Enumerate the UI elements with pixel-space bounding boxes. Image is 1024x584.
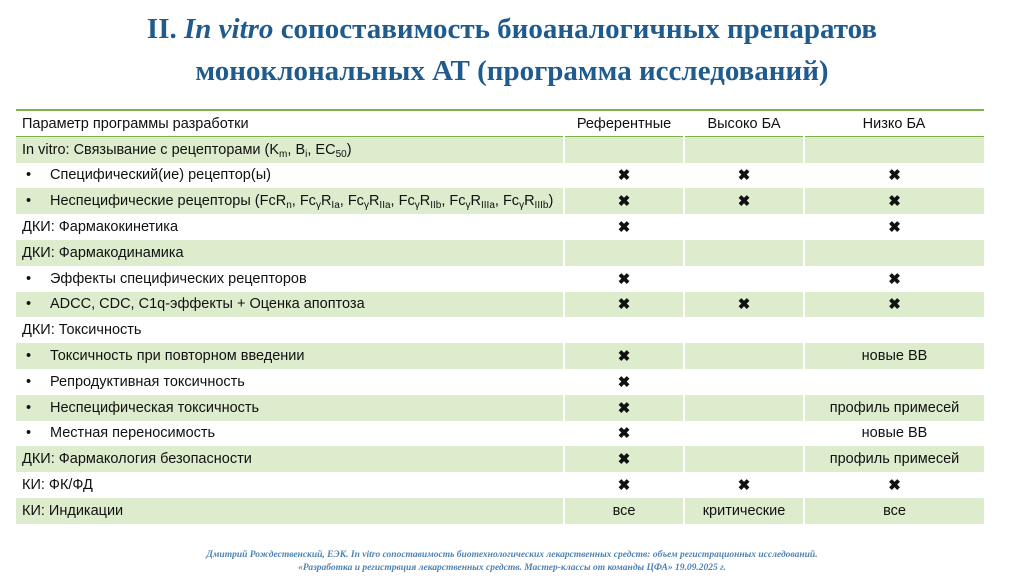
cell-reference: [564, 369, 684, 395]
row-label: Репродуктивная токсичность: [50, 373, 245, 390]
table-row: [16, 214, 984, 240]
cell-low-ba: [804, 317, 984, 343]
cell-low-ba: [804, 163, 984, 189]
row-parameter: [16, 292, 564, 318]
footer-line-2: «Разработка и регистрвция лекарственных средств. Мастер-классы от команды ЦФА» 19.09.2025 г.: [298, 563, 726, 573]
label-part: R: [470, 193, 481, 210]
table-row: [16, 421, 984, 447]
table-row: [16, 292, 984, 318]
label-subscript: IIb: [430, 200, 442, 212]
cell-reference: [564, 214, 684, 240]
table-row: [16, 446, 984, 472]
header-high-ba: Высоко БА: [684, 111, 804, 137]
cross-mark-icon: ✖: [617, 296, 631, 314]
cell-high-ba: [684, 292, 804, 318]
cell-reference: [564, 343, 684, 369]
table-row: [16, 163, 984, 189]
header-parameter: Параметр программы разработки: [16, 111, 564, 137]
table-header-row: [16, 111, 984, 137]
cross-mark-icon: ✖: [888, 193, 901, 211]
cross-mark-icon: ✖: [617, 219, 631, 237]
cross-mark-icon: ✖: [617, 399, 631, 417]
label-subscript: γ: [315, 200, 321, 212]
cross-mark-icon: ✖: [888, 296, 901, 314]
cell-low-ba: [804, 292, 984, 318]
cell-high-ba: [684, 266, 804, 292]
cell-reference: [564, 137, 684, 163]
cross-mark-icon: ✖: [888, 477, 901, 495]
bullet-icon: •: [26, 296, 32, 313]
row-label: ДКИ: Токсичность: [22, 322, 142, 339]
cross-mark-icon: ✖: [617, 373, 631, 391]
cell-reference: [564, 317, 684, 343]
cell-high-ba: [684, 498, 804, 524]
label-subscript: IIIb: [534, 200, 549, 212]
cell-high-ba: [684, 214, 804, 240]
cross-mark-icon: ✖: [617, 451, 631, 469]
bullet-icon: •: [26, 425, 32, 442]
cell-low-ba: [804, 446, 984, 472]
row-parameter: [16, 369, 564, 395]
label-part: R: [524, 193, 535, 210]
label-part: R: [368, 193, 380, 210]
header-low-ba: Низко БА: [804, 111, 984, 137]
cell-high-ba: [684, 317, 804, 343]
row-label: ДКИ: Фармакодинамика: [22, 244, 184, 261]
bullet-icon: •: [26, 399, 32, 416]
label-subscript: IIa: [379, 200, 391, 212]
row-label: ADCC, CDC, C1q-эффекты + Оценка апоптоза: [50, 296, 365, 313]
label-part: In vitro: Связывание с рецепторами (K: [22, 141, 280, 158]
row-label: Неспецифическая токсичность: [50, 399, 260, 416]
cell-value: новые ВВ: [861, 425, 928, 442]
row-parameter: [16, 472, 564, 498]
cross-mark-icon: ✖: [737, 477, 751, 495]
row-parameter: [16, 421, 564, 447]
bullet-icon: •: [26, 373, 32, 390]
cell-low-ba: [804, 498, 984, 524]
row-parameter: [16, 240, 564, 266]
cross-mark-icon: ✖: [737, 167, 751, 185]
cell-high-ba: [684, 188, 804, 214]
cell-low-ba: [804, 369, 984, 395]
label-subscript: γ: [414, 200, 420, 212]
cell-high-ba: [684, 369, 804, 395]
cell-low-ba: [804, 137, 984, 163]
title-line-2: моноклональных АТ (программа исследований): [195, 55, 829, 87]
bullet-icon: •: [26, 270, 32, 287]
title-italic: In vitro: [184, 13, 274, 45]
row-parameter: [16, 446, 564, 472]
cell-high-ba: [684, 343, 804, 369]
label-subscript: γ: [363, 200, 369, 212]
cell-high-ba: [684, 240, 804, 266]
cell-low-ba: [804, 214, 984, 240]
label-part: , Fc: [291, 193, 316, 210]
cell-reference: [564, 240, 684, 266]
cross-mark-icon: ✖: [617, 167, 631, 185]
table-row: [16, 317, 984, 343]
cell-reference: [564, 446, 684, 472]
table-row: [16, 266, 984, 292]
cell-value: критические: [702, 502, 786, 519]
row-parameter: [16, 214, 564, 240]
cross-mark-icon: ✖: [888, 270, 901, 288]
cell-low-ba: [804, 472, 984, 498]
label-part: R: [320, 193, 332, 210]
bullet-icon: •: [26, 167, 32, 184]
cell-reference: [564, 421, 684, 447]
cell-reference: [564, 163, 684, 189]
table-row: [16, 472, 984, 498]
label-subscript: γ: [465, 200, 471, 212]
table-row: [16, 343, 984, 369]
title-prefix: II.: [146, 13, 184, 45]
label-part: , Fc: [494, 193, 520, 210]
cross-mark-icon: ✖: [617, 270, 631, 288]
cell-value: профиль примесей: [829, 399, 960, 416]
row-parameter: [16, 498, 564, 524]
table-row: [16, 188, 984, 214]
cell-high-ba: [684, 421, 804, 447]
label-part: , B: [287, 141, 306, 158]
cell-value: все: [883, 502, 906, 519]
table-row: [16, 240, 984, 266]
label-subscript: n: [286, 200, 292, 212]
row-parameter: [16, 137, 564, 163]
cell-low-ba: [804, 188, 984, 214]
cross-mark-icon: ✖: [737, 193, 751, 211]
label-subscript: γ: [519, 200, 525, 212]
row-label: Токсичность при повторном введении: [50, 348, 305, 365]
cell-reference: [564, 395, 684, 421]
footer-line-1: Дмитрий Рождественский, ЕЭК. In vitro сопоставимость биотехнологических лекарственных средств: объем регистрационных исследований.: [206, 550, 818, 560]
cross-mark-icon: ✖: [617, 477, 631, 495]
label-subscript: m: [279, 148, 288, 160]
label-part: ): [548, 193, 554, 210]
row-parameter: [16, 266, 564, 292]
cross-mark-icon: ✖: [888, 167, 901, 185]
cell-high-ba: [684, 163, 804, 189]
cell-high-ba: [684, 472, 804, 498]
study-program-table: [16, 111, 984, 524]
bullet-icon: •: [26, 348, 32, 365]
row-parameter: [16, 395, 564, 421]
table-row: [16, 395, 984, 421]
row-label: КИ: Индикации: [22, 502, 124, 519]
title-line-1: [0, 8, 1024, 50]
cell-low-ba: [804, 421, 984, 447]
cross-mark-icon: ✖: [617, 193, 631, 211]
cell-high-ba: [684, 395, 804, 421]
row-label: Специфический(ие) рецептор(ы): [50, 167, 271, 184]
cell-value: профиль примесей: [829, 451, 960, 468]
cell-high-ba: [684, 137, 804, 163]
cell-reference: [564, 498, 684, 524]
footer-citation: [0, 549, 1024, 575]
label-part: R: [419, 193, 431, 210]
label-subscript: 50: [335, 148, 347, 160]
cell-low-ba: [804, 266, 984, 292]
label-subscript: IIIa: [480, 200, 495, 212]
cross-mark-icon: ✖: [617, 348, 631, 366]
cross-mark-icon: ✖: [737, 296, 751, 314]
row-parameter: [16, 317, 564, 343]
cross-mark-icon: ✖: [888, 219, 901, 237]
row-label: ДКИ: Фармакология безопасности: [22, 451, 252, 468]
row-label: Местная переносимость: [50, 425, 216, 442]
label-part: , Fc: [339, 193, 364, 210]
label-part: , Fc: [390, 193, 415, 210]
label-subscript: Ia: [331, 200, 340, 212]
label-part: , Fc: [441, 193, 466, 210]
cell-low-ba: [804, 240, 984, 266]
row-parameter: [16, 163, 564, 189]
label-part: Неспецифические рецепторы (FcR: [50, 193, 287, 210]
label-subscript: i: [305, 148, 308, 160]
row-label: КИ: ФК/ФД: [22, 477, 93, 494]
cross-mark-icon: ✖: [617, 425, 631, 443]
row-label: Эффекты специфических рецепторов: [50, 270, 307, 287]
table-row: [16, 498, 984, 524]
row-label: ДКИ: Фармакокинетика: [22, 219, 179, 236]
label-part: , EC: [307, 141, 336, 158]
label-part: ): [346, 141, 352, 158]
cell-reference: [564, 266, 684, 292]
title-line1-rest: сопоставимость биоаналогичных препаратов: [273, 13, 878, 45]
cell-low-ba: [804, 395, 984, 421]
cell-low-ba: [804, 343, 984, 369]
cell-reference: [564, 472, 684, 498]
row-parameter: [16, 188, 564, 214]
cell-value: все: [612, 502, 636, 519]
slide-title: [0, 8, 1024, 92]
cell-reference: [564, 188, 684, 214]
cell-high-ba: [684, 446, 804, 472]
table-row: [16, 369, 984, 395]
header-reference: Референтные: [564, 111, 684, 137]
bullet-icon: •: [26, 193, 32, 210]
row-parameter: [16, 343, 564, 369]
table-row: [16, 137, 984, 163]
cell-reference: [564, 292, 684, 318]
cell-value: новые ВВ: [861, 348, 928, 365]
